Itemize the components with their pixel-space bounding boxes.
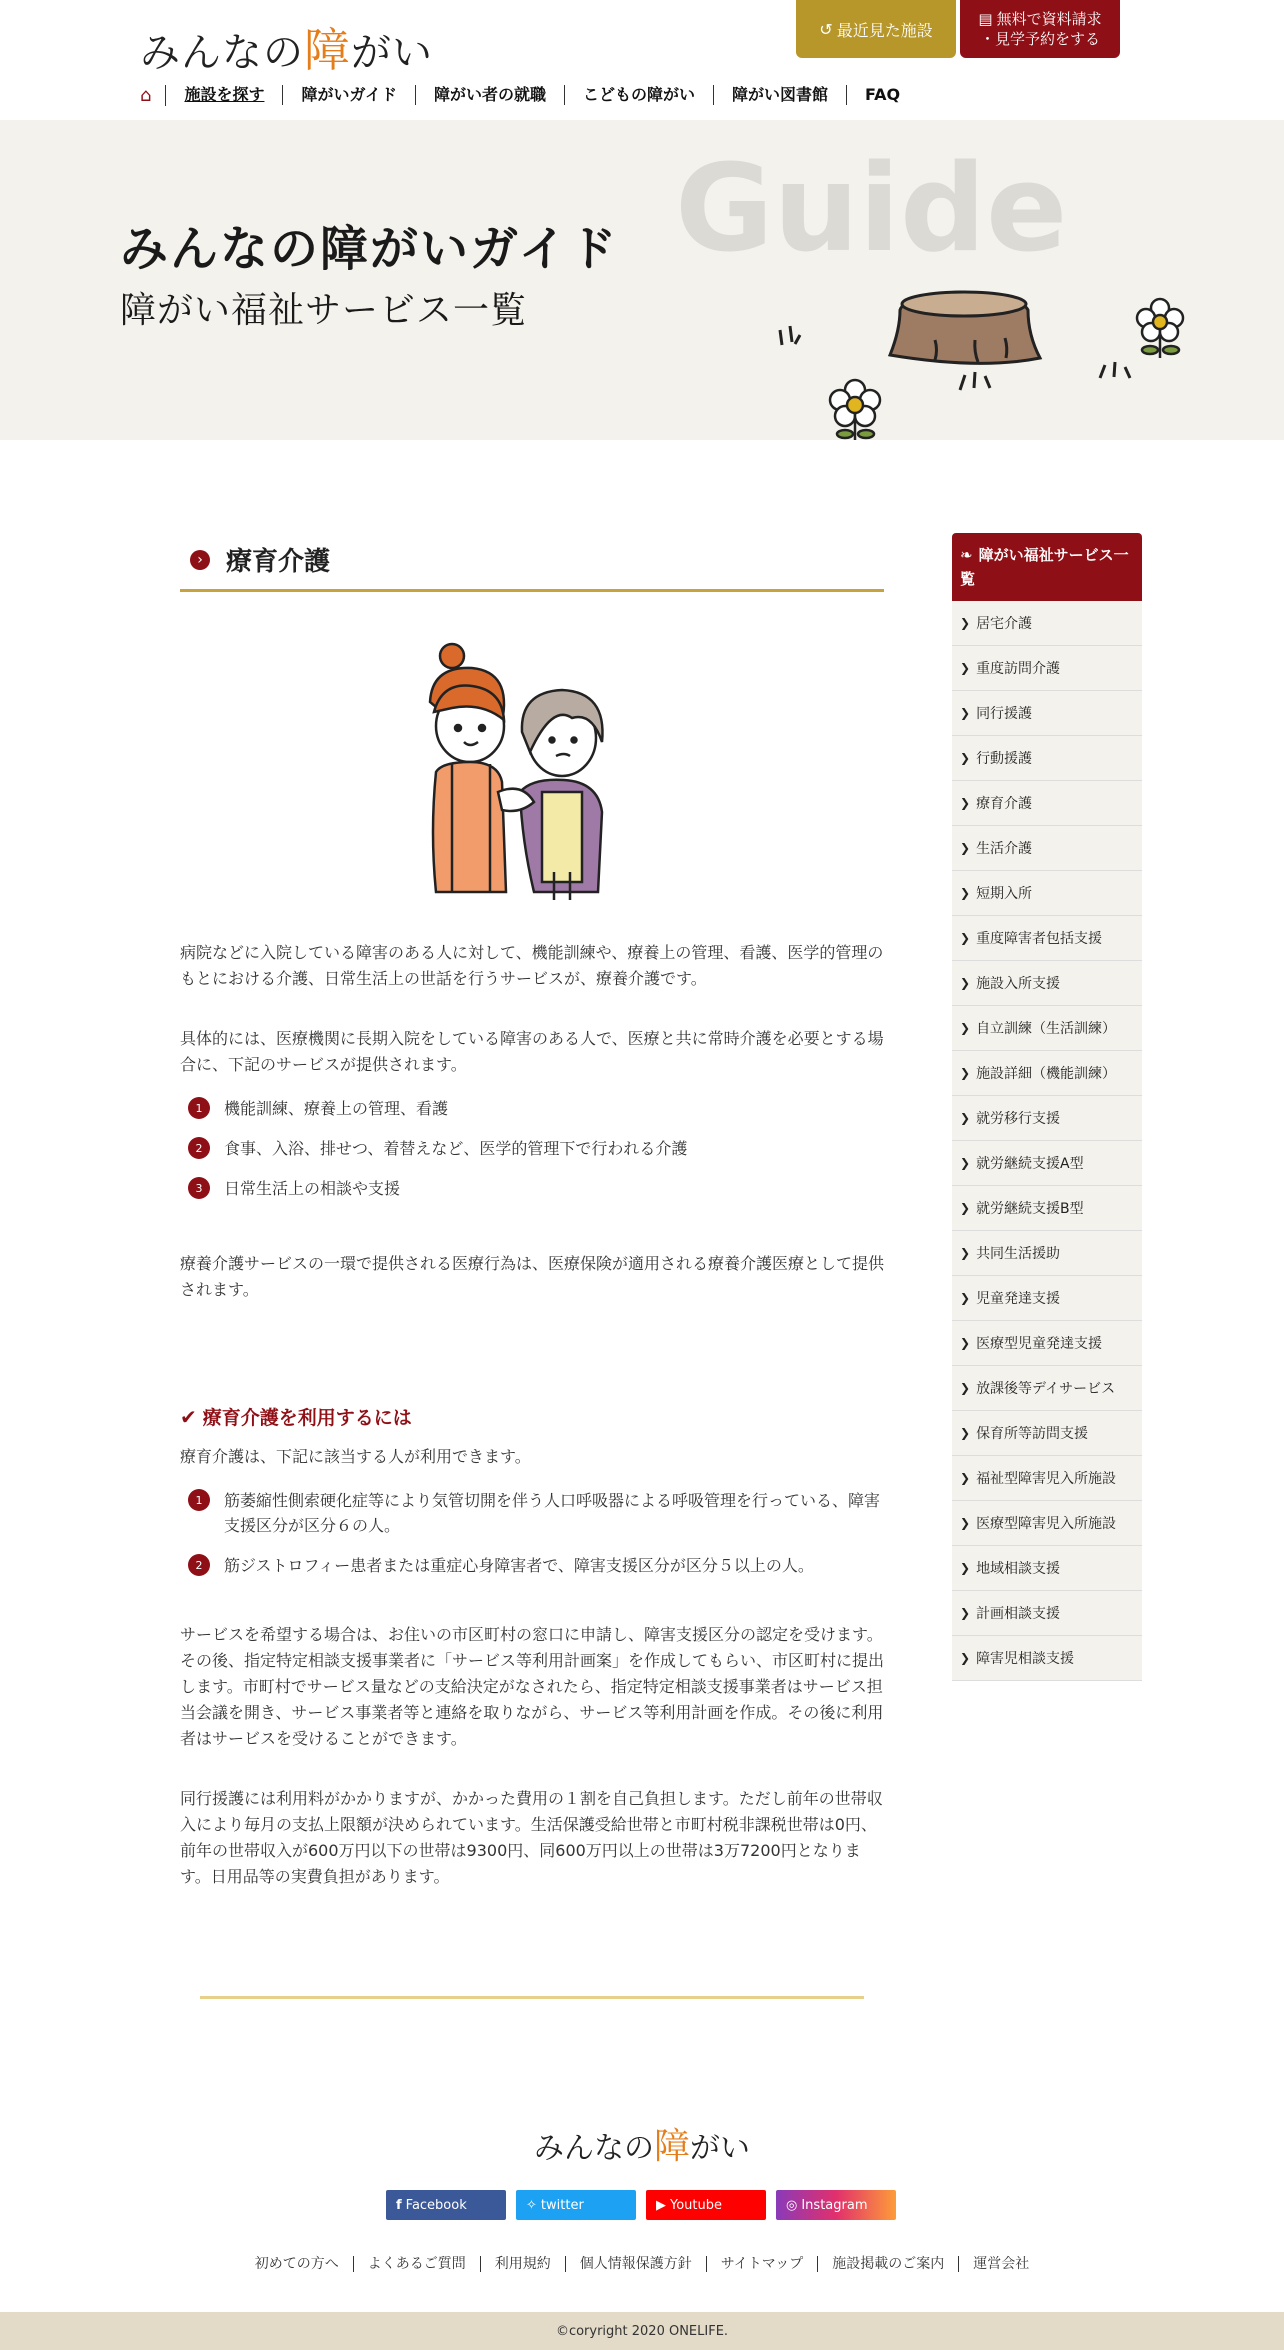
sidebar-item[interactable] xyxy=(952,1186,1142,1231)
hero-banner xyxy=(0,120,1284,440)
list-item-text: 筋ジストロフィー患者または重症心身障害者で、障害支援区分が区分５以上の人。 xyxy=(224,1556,814,1575)
hero-subtitle: 障がい福祉サービス一覧 xyxy=(120,290,528,331)
logo-text-post: がい xyxy=(351,30,433,76)
chevron-right-icon: ❯ xyxy=(960,931,971,945)
sidebar-item[interactable] xyxy=(952,1141,1142,1186)
caregiver-illustration xyxy=(402,642,662,902)
instagram-label: Instagram xyxy=(801,2197,868,2213)
footer-logo-post: がい xyxy=(690,2131,750,2166)
sidebar-item[interactable] xyxy=(952,1366,1142,1411)
social-buttons xyxy=(386,2190,896,2220)
eligibility-list xyxy=(180,1488,884,1578)
chevron-right-icon: ❯ xyxy=(960,1246,971,1260)
number-badge: 1 xyxy=(188,1489,210,1511)
sidebar-item-label: 医療型障害児入所施設 xyxy=(976,1516,1117,1532)
sidebar-item-label: 医療型児童発達支援 xyxy=(976,1336,1103,1352)
chevron-right-icon: ❯ xyxy=(960,796,971,810)
nav-item-children[interactable]: こどもの障がい xyxy=(583,85,714,105)
recent-facilities-button[interactable] xyxy=(796,0,956,58)
footer-logo-main: 障 xyxy=(653,2126,690,2167)
sidebar-item[interactable] xyxy=(952,1546,1142,1591)
chevron-right-icon: ❯ xyxy=(960,1336,971,1350)
footer-link-company[interactable]: 運営会社 xyxy=(973,2256,1030,2272)
sidebar-item[interactable] xyxy=(952,1051,1142,1096)
sidebar-item[interactable] xyxy=(952,601,1142,646)
services-list xyxy=(180,1096,884,1201)
leaf-icon: ❧ xyxy=(960,546,973,564)
instagram-icon: ◎ xyxy=(786,2197,798,2213)
sidebar-item-label: 就労継続支援A型 xyxy=(976,1156,1084,1172)
chevron-right-icon: ❯ xyxy=(960,976,971,990)
sidebar-item[interactable] xyxy=(952,1276,1142,1321)
chevron-right-icon: ❯ xyxy=(960,1291,971,1305)
site-logo[interactable] xyxy=(140,14,433,80)
sidebar-heading-text: 障がい福祉サービス一覧 xyxy=(960,546,1129,588)
flower-right xyxy=(1137,299,1183,358)
sidebar-item-label: 自立訓練（生活訓練） xyxy=(976,1021,1117,1037)
fee-paragraph: 同行援護には利用料がかかりますが、かかった費用の１割を自己負担します。ただし前年の世帯収入により毎月の支払上限額が決められています。生活保護受給世帯と市町村税非課税世帯は0円、前年の世帯収入が600万円以下の世帯は9300円、同600万円以上の世帯は3万7200円となります。日用品等の実費負担があります。 xyxy=(180,1789,883,1886)
chevron-circle-icon: › xyxy=(190,550,210,570)
chevron-right-icon: ❯ xyxy=(960,1516,971,1530)
list-item xyxy=(180,1488,884,1538)
chevron-right-icon: ❯ xyxy=(960,1561,971,1575)
sidebar-item[interactable] xyxy=(952,961,1142,1006)
chevron-right-icon: ❯ xyxy=(960,1651,971,1665)
intro-paragraph: 病院などに入院している障害のある人に対して、機能訓練や、療養上の管理、看護、医学的管理のもとにおける介護、日常生活上の世話を行うサービスが、療養介護です。 xyxy=(180,943,884,988)
list-item xyxy=(180,1096,884,1121)
number-badge: 1 xyxy=(188,1097,210,1119)
application-paragraph: サービスを希望する場合は、お住いの市区町村の窓口に申請し、障害支援区分の認定を受けます。その後、指定特定相談支援事業者に「サービス等利用計画案」を作成してもらい、市区町村に提出します。市町村でサービス量などの支給決定がなされたら、指定特定相談支援事業者はサービス担当会議を開き、サービス事業者等と連絡を取りながら、サービス等利用計画を作成。その後に利用者はサービスを受けることができます。 xyxy=(180,1625,885,1748)
usage-heading-text: 療育介護を利用するには xyxy=(202,1407,412,1429)
history-icon: ↺ xyxy=(819,19,833,39)
logo-text-main: 障 xyxy=(304,23,351,77)
list-item-text: 日常生活上の相談や支援 xyxy=(224,1179,401,1198)
list-item-text: 機能訓練、療養上の管理、看護 xyxy=(224,1099,449,1118)
tree-stump-illustration xyxy=(760,240,1220,440)
flower-left xyxy=(830,380,880,440)
site-header xyxy=(0,0,1284,120)
chevron-right-icon: ❯ xyxy=(960,841,971,855)
twitter-button[interactable] xyxy=(516,2190,636,2220)
number-badge: 2 xyxy=(188,1137,210,1159)
sidebar-heading xyxy=(952,533,1142,601)
sidebar-item-label: 施設詳細（機能訓練） xyxy=(976,1066,1117,1082)
chevron-right-icon: ❯ xyxy=(960,1066,971,1080)
footer-link-sitemap[interactable]: サイトマップ xyxy=(707,2256,818,2272)
chevron-right-icon: ❯ xyxy=(960,1471,971,1485)
sidebar-item-label: 居宅介護 xyxy=(976,616,1033,632)
main-content xyxy=(180,530,884,1890)
footer-links xyxy=(0,2256,1284,2272)
footer-link-beginners[interactable]: 初めての方へ xyxy=(241,2256,354,2272)
sidebar-item[interactable] xyxy=(952,1096,1142,1141)
page-title: 療育介護 xyxy=(226,547,331,577)
sidebar-item-label: 重度訪問介護 xyxy=(976,661,1061,677)
list-item-text: 食事、入浴、排せつ、着替えなど、医学的管理下で行われる介護 xyxy=(224,1139,688,1158)
sidebar-item-label: 保育所等訪問支援 xyxy=(976,1426,1089,1442)
list-icon: ▤ xyxy=(978,10,993,28)
request-line1: 無料で資料請求 xyxy=(996,10,1102,28)
sidebar-item-label: 重度障害者包括支援 xyxy=(976,931,1103,947)
twitter-label: twitter xyxy=(540,2197,584,2213)
sidebar-item[interactable] xyxy=(952,1636,1142,1681)
medical-paragraph: 療養介護サービスの一環で提供される医療行為は、医療保険が適用される療養介護医療として提供されます。 xyxy=(180,1254,885,1299)
sidebar-item[interactable] xyxy=(952,1321,1142,1366)
hero-title: みんなの障がいガイド xyxy=(120,221,619,277)
instagram-button[interactable] xyxy=(776,2190,896,2220)
nav-item-guide[interactable]: 障がいガイド xyxy=(301,85,416,105)
hero-bg-word: Guide xyxy=(675,140,1068,279)
recent-label: 最近見た施設 xyxy=(836,20,933,40)
sidebar-item-label: 施設入所支援 xyxy=(976,976,1061,992)
list-item-text: 筋萎縮性側索硬化症等により気管切開を伴う人口呼吸器による呼吸管理を行っている、障害支援区分が区分６の人。 xyxy=(224,1491,881,1535)
sidebar-item-label: 就労移行支援 xyxy=(976,1111,1061,1127)
chevron-right-icon: ❯ xyxy=(960,706,971,720)
sidebar-item[interactable] xyxy=(952,1231,1142,1276)
sidebar-item-label: 行動援護 xyxy=(976,751,1033,767)
sidebar-item[interactable] xyxy=(952,916,1142,961)
check-icon: ✔ xyxy=(180,1404,197,1429)
number-badge: 2 xyxy=(188,1554,210,1576)
sidebar-item-label: 就労継続支援B型 xyxy=(976,1201,1084,1217)
footer-logo[interactable] xyxy=(0,2118,1284,2169)
sidebar-item-label: 同行援護 xyxy=(976,706,1033,722)
logo-text-pre: みんなの xyxy=(140,30,304,76)
sidebar-item-label: 共同生活援助 xyxy=(976,1246,1061,1262)
sidebar-item[interactable] xyxy=(952,691,1142,736)
home-icon[interactable]: ⌂ xyxy=(140,85,166,106)
list-item xyxy=(180,1176,884,1201)
sidebar-item[interactable] xyxy=(952,1591,1142,1636)
content-divider xyxy=(200,1996,864,1999)
nav-item-employment[interactable]: 障がい者の就職 xyxy=(434,85,565,105)
copyright-text: ©coryright 2020 ONELIFE. xyxy=(555,2323,729,2339)
chevron-right-icon: ❯ xyxy=(960,661,971,675)
youtube-label: Youtube xyxy=(670,2197,722,2213)
sidebar-item-label: 放課後等デイサービス xyxy=(976,1381,1116,1397)
sidebar-item[interactable] xyxy=(952,1411,1142,1456)
twitter-icon: ✧ xyxy=(526,2197,537,2213)
chevron-right-icon: ❯ xyxy=(960,1381,971,1395)
sidebar-list xyxy=(952,601,1142,1681)
sidebar-item-label: 計画相談支援 xyxy=(976,1606,1061,1622)
sidebar-item-label: 障害児相談支援 xyxy=(976,1651,1075,1667)
sidebar-item-label: 児童発達支援 xyxy=(976,1291,1061,1307)
list-item xyxy=(180,1136,884,1161)
sidebar-item[interactable] xyxy=(952,871,1142,916)
youtube-icon: ▶ xyxy=(656,2197,666,2213)
footer-link-faq[interactable]: よくあるご質問 xyxy=(354,2256,481,2272)
chevron-right-icon: ❯ xyxy=(960,1426,971,1440)
sidebar-item-label: 療育介護 xyxy=(976,796,1033,812)
footer-link-terms[interactable]: 利用規約 xyxy=(481,2256,566,2272)
youtube-button[interactable] xyxy=(646,2190,766,2220)
chevron-right-icon: ❯ xyxy=(960,1201,971,1215)
facebook-label: Facebook xyxy=(405,2197,467,2213)
chevron-right-icon: ❯ xyxy=(960,751,971,765)
nav-item-library[interactable]: 障がい図書館 xyxy=(732,85,847,105)
chevron-right-icon: ❯ xyxy=(960,1606,971,1620)
main-nav xyxy=(140,82,936,108)
chevron-right-icon: ❯ xyxy=(960,616,971,630)
section-title xyxy=(180,530,884,592)
footer-logo-pre: みんなの xyxy=(533,2131,654,2166)
chevron-right-icon: ❯ xyxy=(960,886,971,900)
sidebar-item[interactable] xyxy=(952,646,1142,691)
facebook-button[interactable] xyxy=(386,2190,506,2220)
eligibility-paragraph: 療育介護は、下記に該当する人が利用できます。 xyxy=(180,1447,531,1466)
sidebar xyxy=(952,533,1142,1681)
usage-heading xyxy=(180,1403,884,1430)
chevron-right-icon: ❯ xyxy=(960,1021,971,1035)
chevron-right-icon: ❯ xyxy=(960,1111,971,1125)
sidebar-item[interactable] xyxy=(952,1456,1142,1501)
request-materials-button[interactable] xyxy=(960,0,1120,58)
nav-item-search[interactable]: 施設を探す xyxy=(184,85,283,105)
footer-link-listing[interactable]: 施設掲載のご案内 xyxy=(818,2256,959,2272)
detail-paragraph: 具体的には、医療機関に長期入院をしている障害のある人で、医療と共に常時介護を必要とする場合に、下記のサービスが提供されます。 xyxy=(180,1029,884,1074)
sidebar-item[interactable] xyxy=(952,781,1142,826)
number-badge: 3 xyxy=(188,1177,210,1199)
chevron-right-icon: ❯ xyxy=(960,1156,971,1170)
sidebar-item[interactable] xyxy=(952,1501,1142,1546)
request-line2: ・見学予約をする xyxy=(979,30,1100,48)
sidebar-item-label: 福祉型障害児入所施設 xyxy=(976,1471,1117,1487)
sidebar-item-label: 短期入所 xyxy=(976,886,1033,902)
sidebar-item[interactable] xyxy=(952,1006,1142,1051)
list-item xyxy=(180,1553,884,1578)
nav-item-faq[interactable]: FAQ xyxy=(865,85,901,104)
copyright-bar xyxy=(0,2312,1284,2350)
footer-link-privacy[interactable]: 個人情報保護方針 xyxy=(566,2256,707,2272)
sidebar-item-label: 地域相談支援 xyxy=(976,1561,1061,1577)
facebook-icon: f xyxy=(396,2197,402,2213)
sidebar-item[interactable] xyxy=(952,826,1142,871)
sidebar-item-label: 生活介護 xyxy=(976,841,1033,857)
sidebar-item[interactable] xyxy=(952,736,1142,781)
